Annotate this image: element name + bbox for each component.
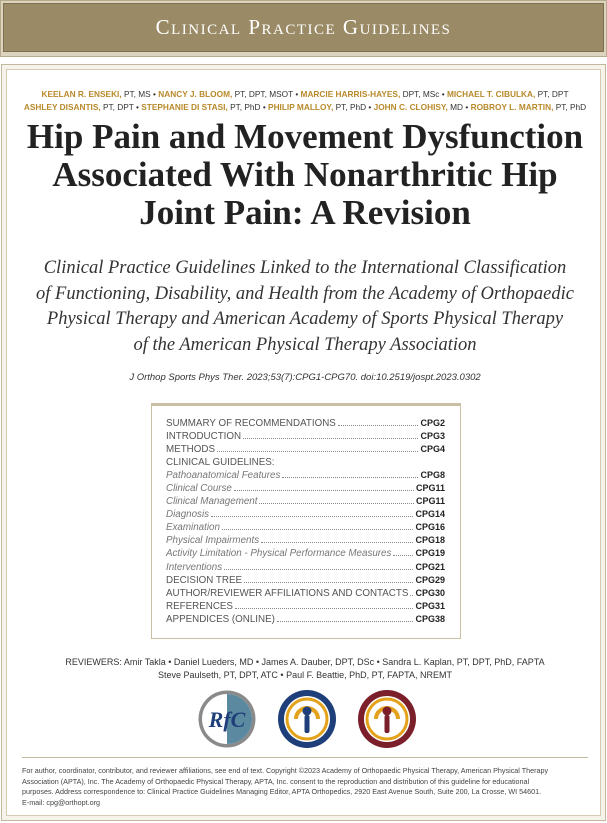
toc-leader-dots <box>338 425 419 426</box>
rfc-logo-icon <box>197 689 257 749</box>
author-name[interactable]: PHILIP MALLOY, <box>268 101 334 112</box>
toc-label: DECISION TREE <box>166 574 243 586</box>
author-separator: • <box>150 89 159 99</box>
citation[interactable]: J Orthop Sports Phys Ther. 2023;53(7):CPG1-CPG70. doi:10.2519/jospt.2023.0302 <box>129 372 481 383</box>
author-name[interactable]: ROBROY L. MARTIN, <box>470 101 554 112</box>
toc-label: SUMMARY OF RECOMMENDATIONS <box>166 418 336 429</box>
toc-label: CLINICAL GUIDELINES: <box>166 457 275 469</box>
toc-leader-dots <box>235 608 414 609</box>
toc-row[interactable] <box>166 574 445 587</box>
author-separator: • <box>260 101 269 112</box>
toc-page-number: CPG31 <box>415 600 445 611</box>
footer-line: purposes. Address correspondence to: Clinical Practice Guidelines Managing Editor, APTA Orthopedics, 2920 East Avenue South, Suite 200, La Crosse, WI 54601. <box>22 787 542 797</box>
toc-page-number: CPG38 <box>415 613 445 624</box>
toc-leader-dots <box>222 529 414 530</box>
author-line-1 <box>13 88 597 101</box>
author-name[interactable]: STEPHANIE DI STASI, <box>141 101 228 112</box>
author-credentials: PT, DPT, MSOT <box>232 89 294 99</box>
author-separator: • <box>293 89 301 99</box>
toc-label: APPENDICES (ONLINE) <box>166 613 275 625</box>
toc-label: Activity Limitation - Physical Performance Measures <box>166 548 392 560</box>
rfc-logo-text: RfC <box>208 707 246 732</box>
author-credentials: PT, DPT <box>100 101 134 112</box>
toc-row[interactable] <box>166 443 445 456</box>
toc-row[interactable] <box>166 456 445 469</box>
footer-notice <box>22 757 588 808</box>
toc-page-number: CPG11 <box>415 496 445 507</box>
author-name[interactable]: MARCIE HARRIS-HAYES, <box>300 89 401 99</box>
toc-page-number: CPG18 <box>415 535 445 546</box>
header-banner <box>0 0 607 57</box>
toc-leader-dots <box>259 503 413 504</box>
footer-line: For author, coordinator, contributor, and reviewer affiliations, see end of text. Copyright ©2023 Academy of Orthopaedic Physical Therapy, American Physical Therapy <box>22 766 549 775</box>
toc-page-number: CPG3 <box>420 431 445 442</box>
footer-email[interactable]: E-mail: cpg@orthopt.org <box>22 797 101 807</box>
page-frame-inner <box>6 69 601 816</box>
toc-row[interactable] <box>166 613 445 626</box>
author-separator: • <box>366 101 374 112</box>
aaspt-emblem-icon <box>357 689 417 749</box>
author-name[interactable]: NANCY J. BLOOM, <box>158 89 233 99</box>
toc-page-number: CPG11 <box>415 483 445 494</box>
toc-row[interactable] <box>166 508 445 521</box>
toc-label: AUTHOR/REVIEWER AFFILIATIONS AND CONTACTS <box>166 587 409 599</box>
author-credentials: PT, PhD <box>553 101 587 112</box>
author-list <box>13 88 597 113</box>
document-subtitle <box>13 256 597 358</box>
toc-label: Clinical Management <box>166 496 258 508</box>
toc-row[interactable] <box>166 417 445 430</box>
subtitle-line: of the American Physical Therapy Association <box>133 334 477 355</box>
subtitle-line: of Functioning, Disability, and Health from the Academy of Orthopaedic <box>36 283 574 304</box>
toc-label: Examination <box>166 522 220 534</box>
toc-leader-dots <box>261 542 413 543</box>
toc-label: Clinical Course <box>166 483 232 495</box>
toc-list <box>166 417 445 626</box>
author-line-2 <box>13 101 597 114</box>
toc-row[interactable] <box>166 469 445 482</box>
page-frame <box>1 64 606 821</box>
logo-row <box>197 689 417 749</box>
toc-page-number: CPG19 <box>415 548 445 559</box>
toc-leader-dots <box>282 477 418 478</box>
toc-label: METHODS <box>166 444 215 456</box>
author-name[interactable]: MICHAEL T. CIBULKA, <box>446 89 536 99</box>
title-line: Joint Pain: A Revision <box>139 193 471 232</box>
author-credentials: DPT, MSc <box>400 89 440 99</box>
toc-label: REFERENCES <box>166 600 233 612</box>
toc-label: Physical Impairments <box>166 535 260 547</box>
author-separator: • <box>439 89 447 99</box>
footer-line: Association (APTA), Inc. The Academy of Orthopaedic Physical Therapy, APTA, Inc. consent to the reproduction and distribution of this guideline for educational <box>22 776 530 786</box>
title-line: Hip Pain and Movement Dysfunction <box>26 117 584 156</box>
author-separator: • <box>133 101 142 112</box>
author-name[interactable]: ASHLEY DISANTIS, <box>23 101 101 112</box>
toc-leader-dots <box>410 595 413 596</box>
toc-leader-dots <box>277 621 414 622</box>
aopt-emblem-icon <box>277 689 337 749</box>
toc-leader-dots <box>234 490 414 491</box>
toc-leader-dots <box>217 451 418 452</box>
toc-leader-dots <box>243 438 418 439</box>
toc-page-number: CPG16 <box>415 522 445 533</box>
toc-row[interactable] <box>166 547 445 560</box>
toc-label: Diagnosis <box>166 509 210 521</box>
subtitle-line: Physical Therapy and American Academy of Sports Physical Therapy <box>46 309 564 329</box>
toc-row[interactable] <box>166 430 445 443</box>
toc-leader-dots <box>224 569 413 570</box>
toc-page-number: CPG8 <box>420 470 445 481</box>
toc-page-number: CPG14 <box>415 509 445 520</box>
title-line: Associated With Nonarthritic Hip <box>52 155 558 194</box>
toc-row[interactable] <box>166 561 445 574</box>
toc-row[interactable] <box>166 495 445 508</box>
toc-row[interactable] <box>166 587 445 600</box>
toc-label: Pathoanatomical Features <box>166 470 281 482</box>
author-separator: • <box>463 101 471 112</box>
toc-leader-dots <box>211 516 413 517</box>
reviewers-line: Steve Paulseth, PT, DPT, ATC • Paul F. Beattie, PhD, PT, FAPTA, NREMT <box>158 670 452 680</box>
toc-row[interactable] <box>166 482 445 495</box>
author-credentials: PT, PhD <box>227 101 261 112</box>
author-credentials: PT, MS <box>121 89 151 99</box>
document-title <box>13 118 597 232</box>
toc-page-number: CPG21 <box>415 561 445 572</box>
toc-row[interactable] <box>166 534 445 547</box>
toc-page-number: CPG2 <box>420 418 445 428</box>
toc-row[interactable] <box>166 521 445 534</box>
toc-page-number: CPG29 <box>415 574 445 585</box>
subtitle-line: Clinical Practice Guidelines Linked to the International Classification <box>43 258 567 278</box>
toc-leader-dots <box>393 555 413 556</box>
toc-row[interactable] <box>166 600 445 613</box>
toc-leader-dots <box>244 582 413 583</box>
author-credentials: PT, PhD <box>333 101 367 112</box>
author-credentials: PT, DPT <box>535 89 569 99</box>
reviewers-line: REVIEWERS: Amir Takla • Daniel Lueders, MD • James A. Dauber, DPT, DSc • Sandra L. Kaplan, PT, DPT, PhD, FAPTA <box>65 657 545 667</box>
toc-label: INTRODUCTION <box>166 431 242 443</box>
toc-page-number: CPG4 <box>420 444 445 455</box>
reviewers <box>13 656 597 682</box>
toc-page-number: CPG30 <box>415 587 445 598</box>
author-name[interactable]: JOHN C. CLOHISY, <box>373 101 448 112</box>
header-banner-inner <box>3 3 604 52</box>
author-credentials: MD <box>447 101 464 112</box>
author-name[interactable]: KEELAN R. ENSEKI, <box>41 89 122 99</box>
toc-label: Interventions <box>166 561 223 573</box>
banner-title: Clinical Practice Guidelines <box>155 15 452 39</box>
table-of-contents <box>151 403 461 639</box>
